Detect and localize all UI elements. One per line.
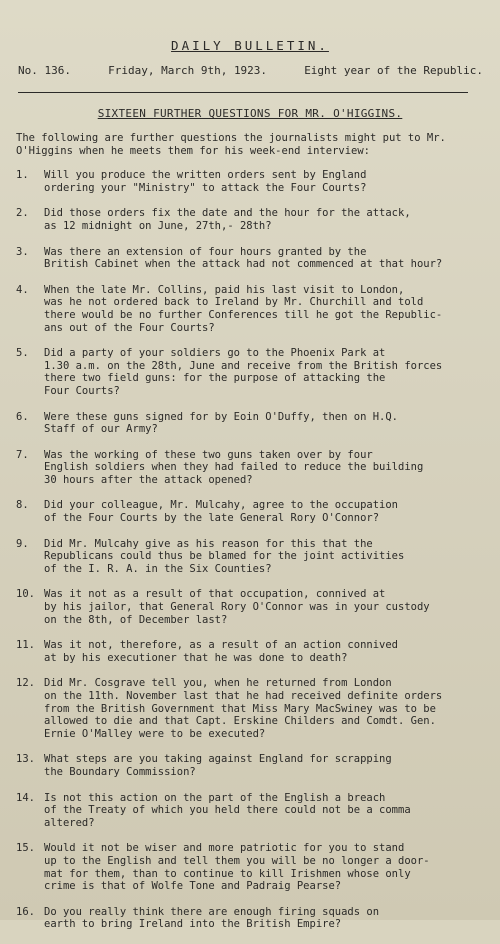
question-list <box>16 169 476 931</box>
question-item <box>16 677 476 740</box>
question-text: Did those orders fix the date and the hour for the attack, as 12 midnight on June, 27th,- 28th? <box>44 207 411 232</box>
question-item <box>16 753 476 778</box>
question-item <box>16 207 476 232</box>
question-number: 13. <box>16 753 35 766</box>
question-item <box>16 639 476 664</box>
question-item <box>16 906 476 931</box>
question-text: Is not this action on the part of the English a breach of the Treaty of which you held there could not be a comma altered? <box>44 791 411 829</box>
question-item <box>16 246 476 271</box>
bulletin-title: DAILY BULLETIN. <box>171 38 329 53</box>
question-item <box>16 499 476 524</box>
question-number: 5. <box>16 347 29 360</box>
republic-year: Eight year of the Republic. <box>304 64 483 77</box>
question-number: 15. <box>16 842 35 855</box>
question-item <box>16 538 476 576</box>
question-number: 9. <box>16 537 29 550</box>
question-item <box>16 411 476 436</box>
question-text: Was it not as a result of that occupation, connived at by his jailor, that General Rory O'Connor was in your custody on the 8th, of December last? <box>44 588 430 626</box>
question-number: 1. <box>16 169 29 182</box>
header-rule <box>18 92 468 93</box>
question-item <box>16 842 476 892</box>
bulletin-header <box>18 64 483 77</box>
question-text: Did Mr. Cosgrave tell you, when he returned from London on the 11th. November last that he had received definite orders from the British Government that Miss Mary MacSwiney was to be allowed to die and that Capt. Erskine Childers and Comdt. Gen. Ernie O'Malley were to be executed? <box>44 677 443 740</box>
question-number: 8. <box>16 499 29 512</box>
bulletin-body <box>16 132 476 944</box>
question-number: 11. <box>16 639 35 652</box>
question-text: Did a party of your soldiers go to the Phoenix Park at 1.30 a.m. on the 28th, June and receive from the British forces there two field guns: for the purpose of attacking the Four Courts? <box>44 347 443 397</box>
question-item <box>16 284 476 334</box>
question-number: 3. <box>16 245 29 258</box>
question-text: What steps are you taking against England for scrapping the Boundary Commission? <box>44 753 392 778</box>
question-text: Do you really think there are enough firing squads on earth to bring Ireland into the British Empire? <box>44 905 380 931</box>
question-item <box>16 169 476 194</box>
issue-number: No. 136. <box>18 64 71 77</box>
question-number: 7. <box>16 448 29 461</box>
question-item <box>16 347 476 397</box>
question-number: 4. <box>16 283 29 296</box>
question-text: Was there an extension of four hours granted by the British Cabinet when the attack had not commenced at that hour? <box>44 245 443 271</box>
question-item <box>16 588 476 626</box>
question-item <box>16 792 476 830</box>
question-number: 6. <box>16 410 29 423</box>
question-number: 16. <box>16 905 35 918</box>
question-text: When the late Mr. Collins, paid his last visit to London, was he not ordered back to Ireland by Mr. Churchill and told there would be no further Conferences till he got the Republic- ans out of the Four Courts? <box>44 283 443 334</box>
question-text: Did Mr. Mulcahy give as his reason for this that the Republicans could thus be blamed for the joint activities of the I. R. A. in the Six Counties? <box>44 537 405 575</box>
question-number: 12. <box>16 677 35 690</box>
question-text: Did your colleague, Mr. Mulcahy, agree to the occupation of the Four Courts by the late General Rory O'Connor? <box>44 499 399 525</box>
question-number: 14. <box>16 791 35 804</box>
intro-paragraph: The following are further questions the journalists might put to Mr. O'Higgins when he meets them for his week-end interview: <box>16 132 446 157</box>
question-text: Will you produce the written orders sent by England ordering your "Ministry" to attack the Four Courts? <box>44 169 367 194</box>
question-item <box>16 449 476 487</box>
question-text: Was it not, therefore, as a result of an action connived at by his executioner that he was done to death? <box>44 639 399 664</box>
question-text: Were these guns signed for by Eoin O'Duffy, then on H.Q. Staff of our Army? <box>44 410 399 436</box>
question-number: 10. <box>16 588 35 601</box>
question-number: 2. <box>16 207 29 220</box>
section-title: SIXTEEN FURTHER QUESTIONS FOR MR. O'HIGGINS. <box>97 107 403 120</box>
question-text: Was the working of these two guns taken over by four English soldiers when they had failed to reduce the building 30 hours after the attack opened? <box>44 448 424 486</box>
question-text: Would it not be wiser and more patriotic for you to stand up to the English and tell them you will be no longer a door- mat for them, than to continue to kill Irishmen whose only crime is that of Wolfe Tone and Padraig Pearse? <box>44 842 430 893</box>
issue-date: Friday, March 9th, 1923. <box>108 64 268 77</box>
